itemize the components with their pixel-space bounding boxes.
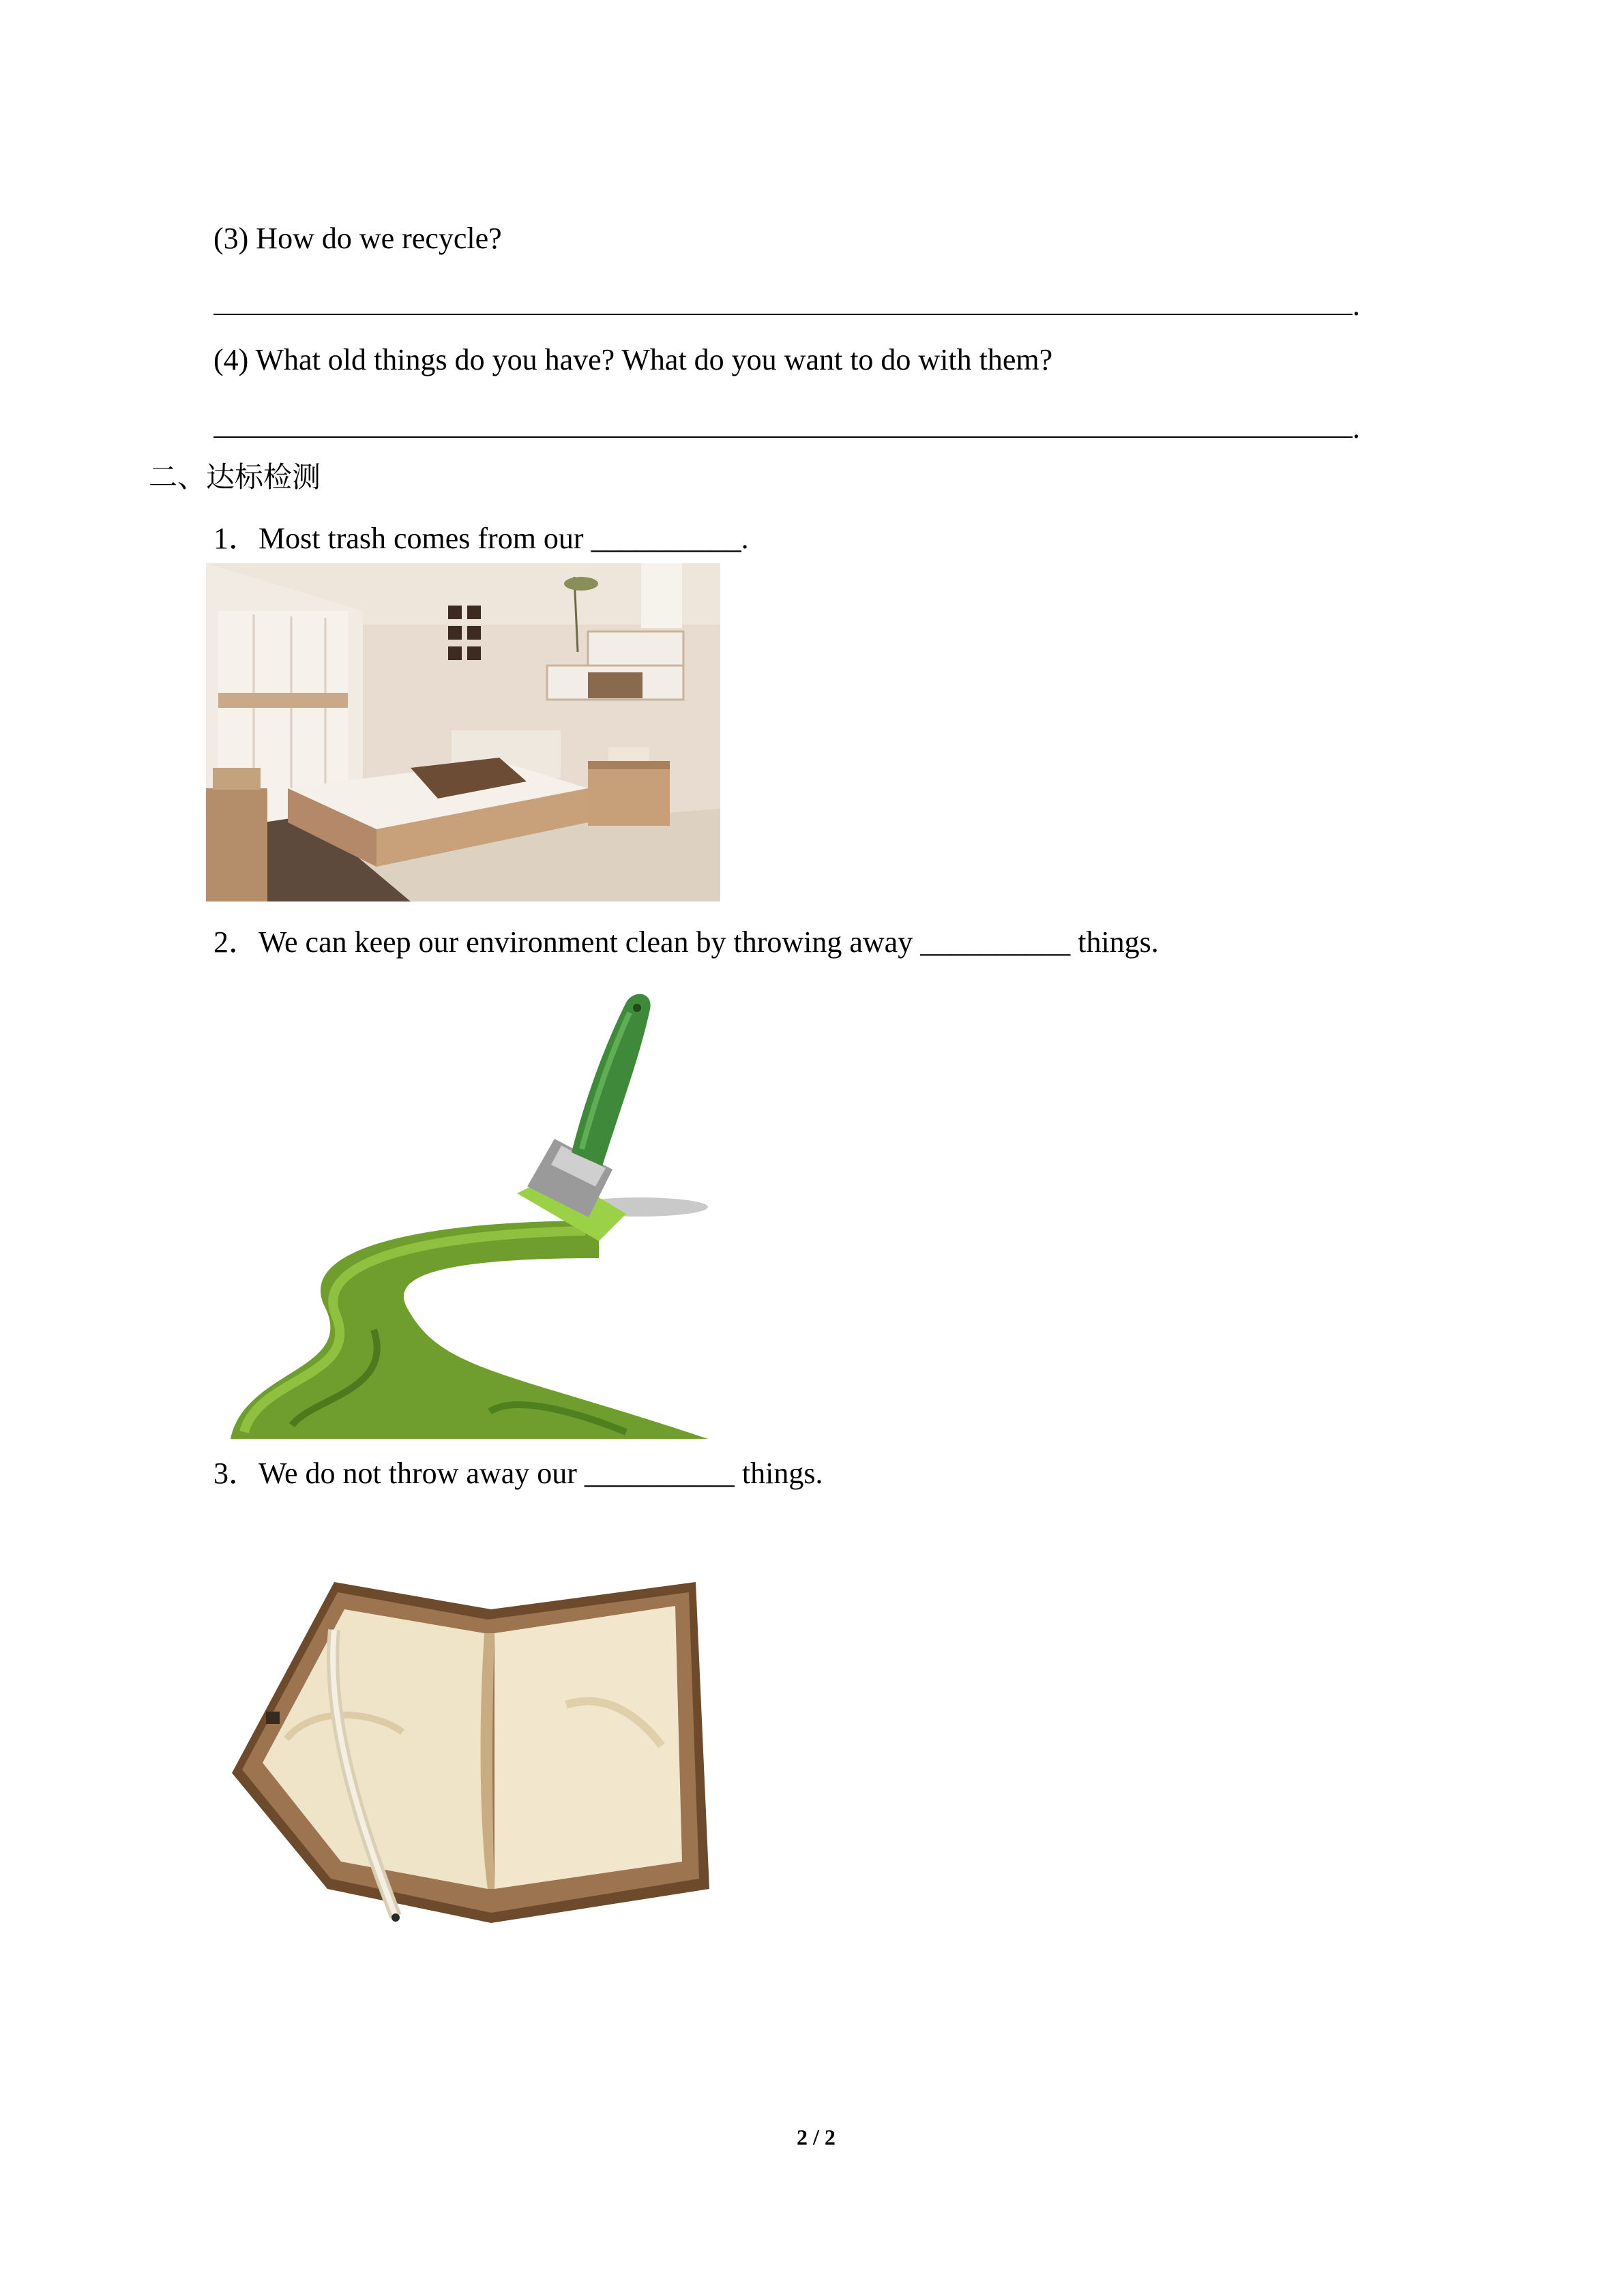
item-1-text-before: Most trash comes from our [259,522,591,555]
question-3-period: . [1353,288,1360,322]
question-4-answer-line[interactable] [213,436,1353,438]
item-1-blank[interactable]: __________ [591,522,741,555]
old-book-quill-photo [225,1568,716,1937]
item-3-sentence [213,1455,823,1493]
item-2-sentence [213,923,1159,961]
section-heading: 二、达标检测 [149,460,321,494]
bedroom-photo [206,563,720,901]
item-3-number: 3． [213,1457,259,1490]
item-2-number: 2． [213,925,259,959]
question-4-prompt: (4) What old things do you have? What do you want to do with them? [213,343,1053,376]
page-number: 2 / 2 [797,2125,836,2149]
item-3-text-after: things. [734,1457,823,1490]
item-3-blank[interactable]: __________ [584,1457,735,1490]
item-2-text-before: We can keep our environment clean by throwing away [259,925,921,959]
item-2-blank[interactable]: __________ [920,925,1071,959]
question-4-period: . [1353,411,1360,445]
item-1-number: 1． [213,522,259,555]
item-3-text-before: We do not throw away our [259,1457,585,1490]
question-3-prompt: (3) How do we recycle? [213,222,502,255]
item-2-text-after: things. [1070,925,1159,959]
question-3-answer-line[interactable] [213,314,1353,315]
item-1-sentence [213,520,749,558]
item-1-text-after: . [741,522,749,555]
green-paintbrush-grass-photo [217,989,713,1439]
